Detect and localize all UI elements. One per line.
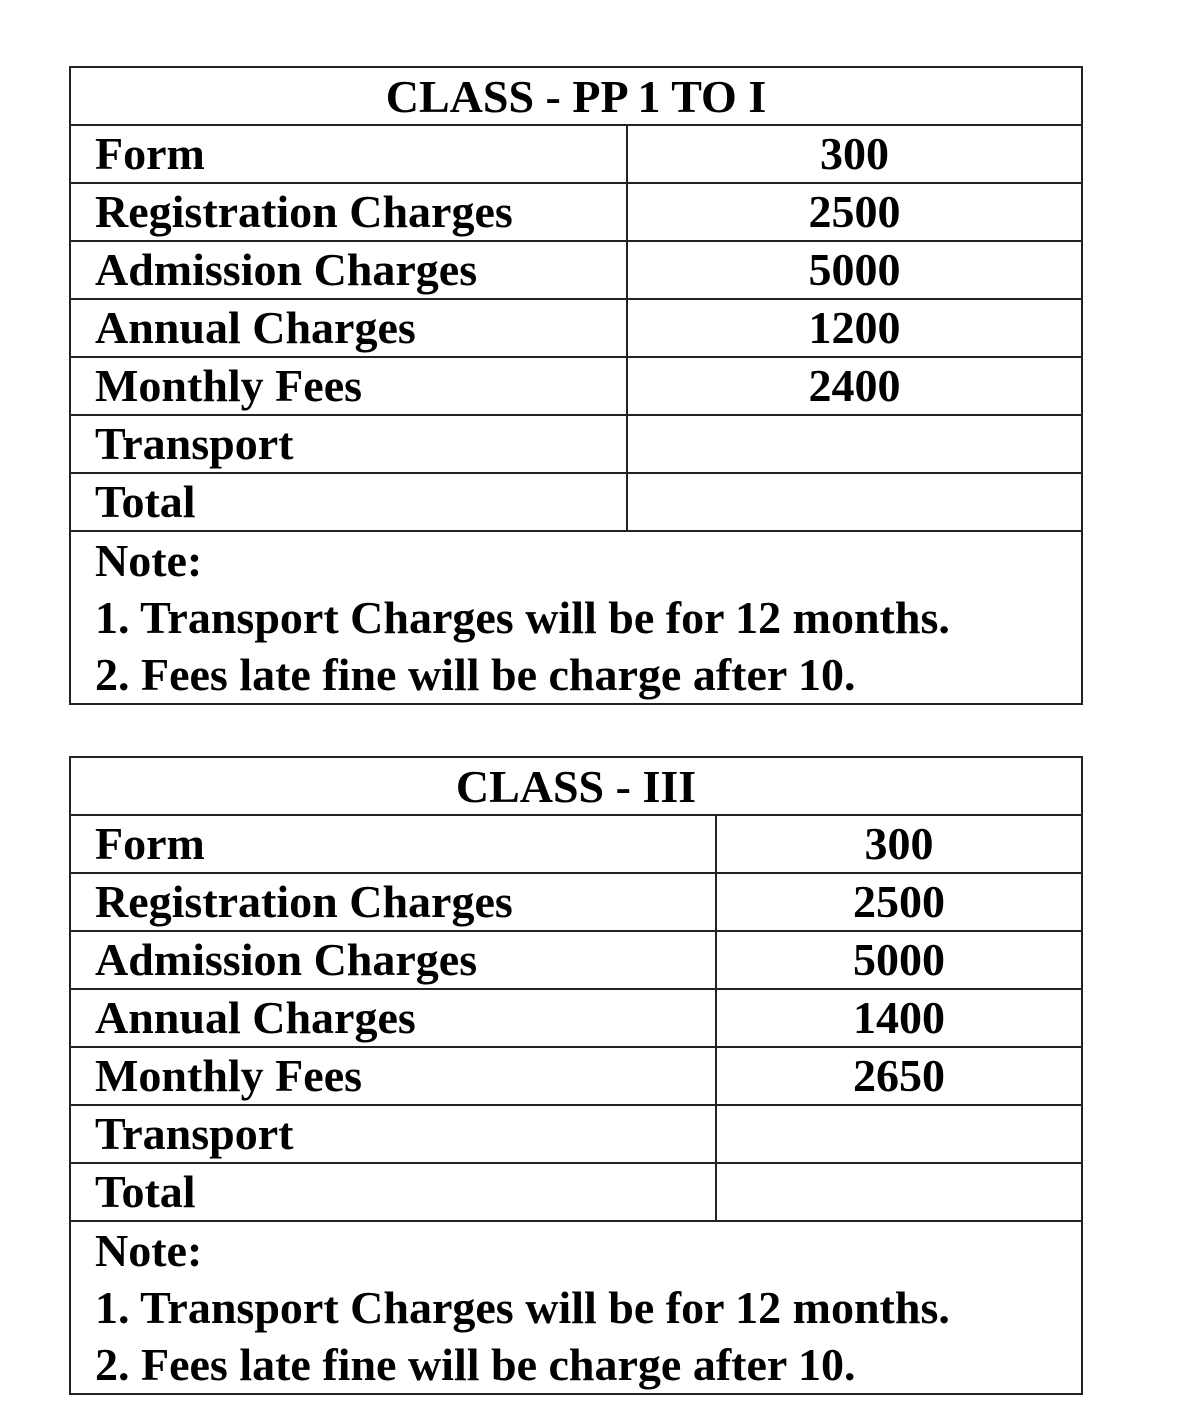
table-row — [71, 126, 1081, 184]
row-value: 300 — [820, 128, 889, 179]
row-value: 2400 — [808, 360, 901, 411]
table-row — [71, 874, 1081, 932]
row-label: Registration Charges — [71, 184, 628, 240]
row-label: Admission Charges — [71, 242, 628, 298]
row-value: 300 — [864, 818, 934, 869]
row-value — [628, 474, 1081, 530]
row-label: Transport — [71, 1106, 717, 1162]
row-label: Transport — [71, 416, 628, 472]
note-block — [71, 532, 1081, 703]
fee-table-class-iii — [69, 756, 1083, 1395]
row-label: Form — [71, 126, 628, 182]
row-label: Form — [71, 816, 717, 872]
table-row — [71, 1106, 1081, 1164]
note-block — [71, 1222, 1081, 1393]
note-line: 1. Transport Charges will be for 12 months. — [95, 1282, 950, 1333]
table-row — [71, 932, 1081, 990]
row-value: 1200 — [808, 302, 901, 353]
table-title-text: CLASS - PP 1 TO I — [385, 71, 767, 122]
row-label: Admission Charges — [71, 932, 717, 988]
table-row — [71, 358, 1081, 416]
row-value: 5000 — [808, 244, 901, 295]
row-value: 2500 — [808, 186, 901, 237]
row-label: Monthly Fees — [71, 358, 628, 414]
table-row — [71, 816, 1081, 874]
table-row — [71, 1048, 1081, 1106]
note-line: 2. Fees late fine will be charge after 10. — [95, 1339, 856, 1390]
note-heading: Note: — [95, 535, 203, 586]
note-line: 2. Fees late fine will be charge after 10. — [95, 649, 856, 700]
note-heading: Note: — [95, 1225, 203, 1276]
row-label: Total — [71, 474, 628, 530]
row-value — [628, 416, 1081, 472]
table-title-text: CLASS - III — [455, 761, 697, 812]
row-label: Monthly Fees — [71, 1048, 717, 1104]
row-value: 2500 — [853, 876, 945, 927]
row-label: Total — [71, 1164, 717, 1220]
fee-table-pp1-to-i — [69, 66, 1083, 705]
table-row — [71, 1164, 1081, 1222]
table-title — [71, 68, 1081, 126]
table-row — [71, 242, 1081, 300]
table-row — [71, 184, 1081, 242]
table-row — [71, 474, 1081, 532]
row-label: Registration Charges — [71, 874, 717, 930]
table-title — [71, 758, 1081, 816]
table-row — [71, 990, 1081, 1048]
row-label: Annual Charges — [71, 990, 717, 1046]
row-value — [717, 1164, 1081, 1220]
row-value: 1400 — [853, 992, 945, 1043]
row-value: 2650 — [853, 1050, 945, 1101]
row-label: Annual Charges — [71, 300, 628, 356]
row-value: 5000 — [853, 934, 945, 985]
note-line: 1. Transport Charges will be for 12 months. — [95, 592, 950, 643]
table-row — [71, 300, 1081, 358]
row-value — [717, 1106, 1081, 1162]
table-row — [71, 416, 1081, 474]
